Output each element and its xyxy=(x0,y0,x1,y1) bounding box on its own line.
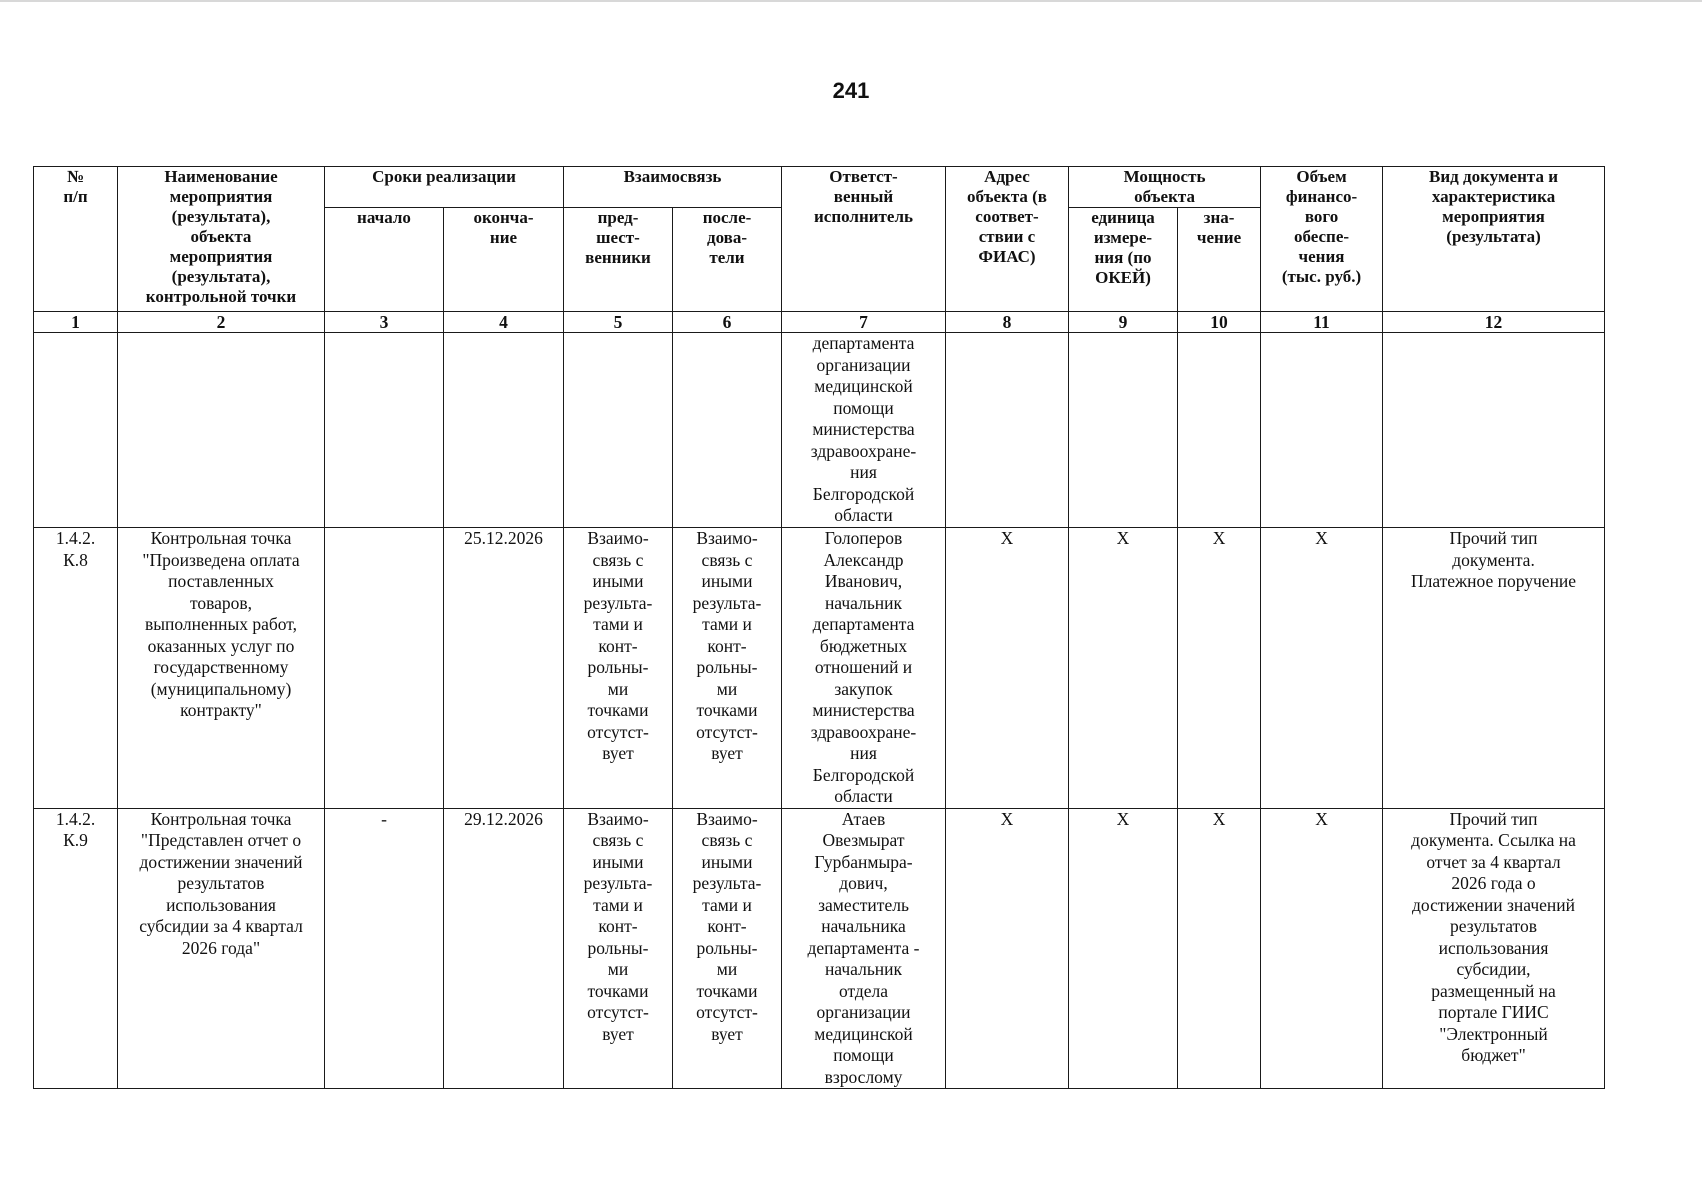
header-num: № п/п xyxy=(34,167,118,312)
column-number-row xyxy=(34,312,1605,333)
cell-name: Контрольная точка "Представлен отчет о достижении значений результатов использования субсидии за 4 квартал 2026 года" xyxy=(118,808,325,1089)
cell-successors: Взаимо- связь с иными результа- тами и конт- рольны- ми точками отсутст- вует xyxy=(673,528,782,809)
cell-start xyxy=(325,333,444,528)
cell-successors xyxy=(673,333,782,528)
top-edge-line xyxy=(0,0,1702,2)
column-number: 6 xyxy=(673,312,782,333)
activities-table xyxy=(33,166,1605,1089)
header-power-unit: единица измере- ния (по ОКЕЙ) xyxy=(1069,208,1178,312)
header-address: Адрес объекта (в соответ- ствии с ФИАС) xyxy=(946,167,1069,312)
column-number: 3 xyxy=(325,312,444,333)
cell-unit xyxy=(1069,333,1178,528)
cell-unit: X xyxy=(1069,528,1178,809)
column-number: 7 xyxy=(782,312,946,333)
cell-responsible: департамента организации медицинской помощи министерства здравоохране- ния Белгородской области xyxy=(782,333,946,528)
header-row-top xyxy=(34,167,1605,208)
column-number: 9 xyxy=(1069,312,1178,333)
cell-start: - xyxy=(325,808,444,1089)
header-power: Мощность объекта xyxy=(1069,167,1261,208)
column-number: 2 xyxy=(118,312,325,333)
cell-num: 1.4.2. К.8 xyxy=(34,528,118,809)
table-row xyxy=(34,808,1605,1089)
column-number: 11 xyxy=(1261,312,1383,333)
cell-document: Прочий тип документа. Ссылка на отчет за 4 квартал 2026 года о достижении значений результатов использования субсидии, размещенный на портале ГИИС "Электронный бюджет" xyxy=(1383,808,1605,1089)
cell-predecessors: Взаимо- связь с иными результа- тами и конт- рольны- ми точками отсутст- вует xyxy=(564,528,673,809)
header-link-next: после- дова- тели xyxy=(673,208,782,312)
column-number: 8 xyxy=(946,312,1069,333)
cell-address xyxy=(946,333,1069,528)
column-number: 4 xyxy=(444,312,564,333)
page-number: 241 xyxy=(832,78,870,103)
header-terms: Сроки реализации xyxy=(325,167,564,208)
column-number: 12 xyxy=(1383,312,1605,333)
header-terms-start: начало xyxy=(325,208,444,312)
cell-address: X xyxy=(946,808,1069,1089)
cell-predecessors: Взаимо- связь с иными результа- тами и конт- рольны- ми точками отсутст- вует xyxy=(564,808,673,1089)
table-row xyxy=(34,333,1605,528)
cell-name: Контрольная точка "Произведена оплата поставленных товаров, выполненных работ, оказанных услуг по государственному (муниципальному) контракту" xyxy=(118,528,325,809)
header-responsible: Ответст- венный исполнитель xyxy=(782,167,946,312)
header-finance: Объем финансо- вого обеспе- чения (тыс. руб.) xyxy=(1261,167,1383,312)
header-power-value: зна- чение xyxy=(1178,208,1261,312)
column-number: 10 xyxy=(1178,312,1261,333)
cell-end xyxy=(444,333,564,528)
cell-end: 25.12.2026 xyxy=(444,528,564,809)
header-terms-end: оконча- ние xyxy=(444,208,564,312)
cell-value: X xyxy=(1178,528,1261,809)
header-link-prev: пред- шест- венники xyxy=(564,208,673,312)
table-row xyxy=(34,528,1605,809)
cell-start xyxy=(325,528,444,809)
cell-num xyxy=(34,333,118,528)
header-document: Вид документа и характеристика мероприятия (результата) xyxy=(1383,167,1605,312)
header-name: Наименование мероприятия (результата), объекта мероприятия (результата), контрольной точки xyxy=(118,167,325,312)
cell-responsible: Голоперов Александр Иванович, начальник департамента бюджетных отношений и закупок министерства здравоохране- ния Белгородской области xyxy=(782,528,946,809)
cell-name xyxy=(118,333,325,528)
cell-value xyxy=(1178,333,1261,528)
header-link: Взаимосвязь xyxy=(564,167,782,208)
cell-num: 1.4.2. К.9 xyxy=(34,808,118,1089)
cell-finance: X xyxy=(1261,528,1383,809)
cell-finance xyxy=(1261,333,1383,528)
cell-responsible: Атаев Овезмырат Гурбанмыра- дович, заместитель начальника департамента - начальник отдела организации медицинской помощи взрослому xyxy=(782,808,946,1089)
cell-address: X xyxy=(946,528,1069,809)
column-number: 1 xyxy=(34,312,118,333)
cell-value: X xyxy=(1178,808,1261,1089)
cell-successors: Взаимо- связь с иными результа- тами и конт- рольны- ми точками отсутст- вует xyxy=(673,808,782,1089)
cell-unit: X xyxy=(1069,808,1178,1089)
cell-predecessors xyxy=(564,333,673,528)
cell-end: 29.12.2026 xyxy=(444,808,564,1089)
cell-finance: X xyxy=(1261,808,1383,1089)
cell-document xyxy=(1383,333,1605,528)
cell-document: Прочий тип документа. Платежное поручение xyxy=(1383,528,1605,809)
column-number: 5 xyxy=(564,312,673,333)
